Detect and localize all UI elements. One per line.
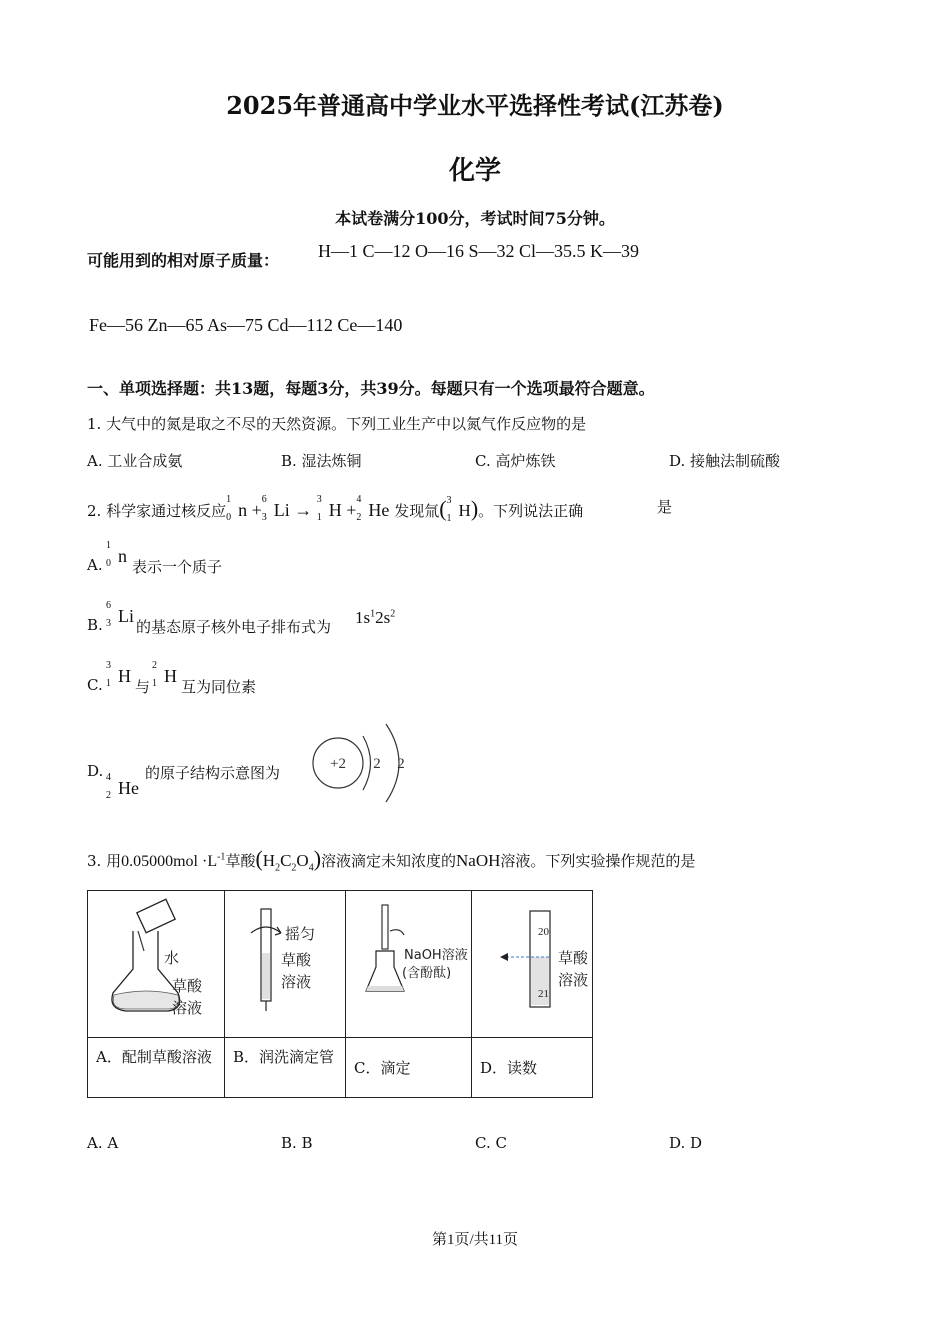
nuclide-he4: 4 2 He bbox=[356, 494, 390, 523]
q2-option-d-nuclide: 4 2 He bbox=[106, 772, 139, 801]
q3-option-a: A. A bbox=[87, 1134, 119, 1152]
q3-image-d bbox=[472, 891, 593, 1038]
svg-text:溶液: 溶液 bbox=[558, 971, 589, 989]
atomic-masses-line2: Fe—56 Zn—65 As—75 Cd—112 Ce—140 bbox=[89, 315, 403, 335]
q3-caption-d: D．读数 bbox=[472, 1038, 593, 1098]
q1-option-b: B. 湿法炼铜 bbox=[281, 452, 362, 470]
exam-info: 本试卷满分100分，考试时间75分钟。 bbox=[335, 209, 615, 228]
q3-stem-mid1: 草酸 bbox=[225, 852, 256, 870]
q1-option-c: C. 高炉炼铁 bbox=[475, 452, 556, 470]
q3-naoh: NaOH bbox=[456, 851, 501, 870]
subject-title: 化学 bbox=[448, 156, 501, 186]
exam-title: 2025年普通高中学业水平选择性考试(江苏卷) bbox=[226, 91, 724, 120]
nuclide-li6: 6 3 Li bbox=[261, 494, 290, 523]
q3-option-d: D. D bbox=[669, 1134, 703, 1152]
q2-option-a-text: 表示一个质子 bbox=[132, 558, 223, 576]
q2-option-c-nuclide1: 3 1 H bbox=[106, 660, 131, 689]
q3-image-b bbox=[225, 891, 346, 1038]
q2-option-a-label: A. bbox=[87, 556, 103, 574]
q2-option-c-mid: 与 bbox=[135, 678, 151, 696]
q2-option-b-label: B. bbox=[87, 616, 103, 634]
shell-2-count: 2 bbox=[397, 756, 405, 772]
svg-text:溶液: 溶液 bbox=[172, 999, 203, 1017]
q3-concentration: $0.05000mol \cdot L^{-1}$ bbox=[121, 851, 226, 870]
q1-option-d: D. 接触法制硫酸 bbox=[669, 452, 781, 470]
page-footer: 第1页/共11页 bbox=[431, 1232, 519, 1248]
section-heading: 一、单项选择题：共13题，每题3分，共39分。每题只有一个选项最符合题意。 bbox=[87, 379, 655, 398]
q2-option-b-nuclide: 6 3 Li bbox=[106, 600, 134, 629]
q2-option-c-label: C. bbox=[87, 676, 103, 694]
svg-text:摇匀: 摇匀 bbox=[285, 925, 316, 943]
q2-stem: 2. 科学家通过核反应 1 0 n + 6 3 Li → 3 1 H + 4 2 He 发现氚( 3 1 H)。下列说法正确 bbox=[87, 494, 584, 524]
svg-text:溶液: 溶液 bbox=[281, 973, 312, 991]
svg-text:21: 21 bbox=[538, 988, 549, 1000]
q3-stem-prefix: 3. 用 bbox=[87, 852, 122, 870]
svg-text:草酸: 草酸 bbox=[281, 951, 312, 969]
q2-option-c-text: 互为同位素 bbox=[181, 678, 257, 696]
q2-stem-suffix: 。下列说法正确 bbox=[478, 502, 584, 520]
q2-option-d-text: 的原子结构示意图为 bbox=[145, 764, 281, 782]
q3-option-c: C. C bbox=[475, 1134, 507, 1152]
nuclide-neutron: 1 0 n bbox=[226, 494, 248, 523]
svg-text:(含酚酞): (含酚酞) bbox=[402, 966, 452, 981]
electron-shell-1 bbox=[363, 736, 371, 790]
q3-stem-end: 溶液。下列实验操作规范的是 bbox=[500, 852, 696, 870]
nuclide-h3: 3 1 H bbox=[316, 494, 342, 523]
q3-caption-c: C．滴定 bbox=[346, 1038, 472, 1098]
svg-text:20: 20 bbox=[538, 926, 549, 938]
oxalic-acid-formula: $H_2C_2O_4$ bbox=[262, 851, 314, 874]
q3-option-b: B. B bbox=[281, 1134, 313, 1152]
nuclide-tritium: 3 1 H bbox=[446, 495, 471, 524]
q2-stem-mid: 发现氚 bbox=[394, 502, 440, 520]
atomic-masses-label: 可能用到的相对原子质量： bbox=[87, 251, 280, 270]
svg-text:草酸: 草酸 bbox=[558, 949, 589, 967]
q3-image-a bbox=[88, 891, 225, 1038]
q2-stem-end: 是 bbox=[657, 498, 673, 516]
q1-option-a: A. 工业合成氨 bbox=[87, 452, 183, 470]
q2-option-a-nuclide: 1 0 n bbox=[106, 540, 127, 569]
svg-text:水: 水 bbox=[164, 949, 180, 967]
q1-stem: 1. 大气中的氮是取之不尽的天然资源。下列工业生产中以氮气作反应物的是 bbox=[87, 415, 587, 433]
q3-caption-a: A．配制草酸溶液 bbox=[88, 1038, 225, 1098]
svg-text:NaOH溶液: NaOH溶液 bbox=[404, 948, 468, 963]
q2-stem-prefix: 2. 科学家通过核反应 bbox=[87, 502, 227, 520]
q3-options-table bbox=[87, 890, 593, 1098]
q3-image-c bbox=[346, 891, 472, 1038]
atomic-structure-diagram bbox=[308, 722, 418, 804]
q3-stem: 3. 用$0.05000mol \cdot L^{-1}$草酸$(H_2C_2O_4)$溶液滴定未知浓度的NaOH溶液。下列实验操作规范的是 bbox=[87, 846, 696, 874]
atomic-masses-line1: H—1 C—12 O—16 S—32 Cl—35.5 K—39 bbox=[318, 241, 640, 261]
q2-option-d-label: D. bbox=[87, 762, 104, 780]
nucleus-charge: +2 bbox=[330, 756, 346, 772]
q3-stem-mid2: 溶液滴定未知浓度的 bbox=[321, 852, 457, 870]
q2-option-c-nuclide2: 2 1 H bbox=[152, 660, 177, 689]
q3-caption-b: B．润洗滴定管 bbox=[225, 1038, 346, 1098]
svg-text:草酸: 草酸 bbox=[172, 977, 203, 995]
shell-1-count: 2 bbox=[373, 756, 381, 772]
electron-configuration: $1s^12s^2$ bbox=[355, 608, 396, 627]
q2-option-b-text: 的基态原子核外电子排布式为 bbox=[136, 618, 332, 636]
